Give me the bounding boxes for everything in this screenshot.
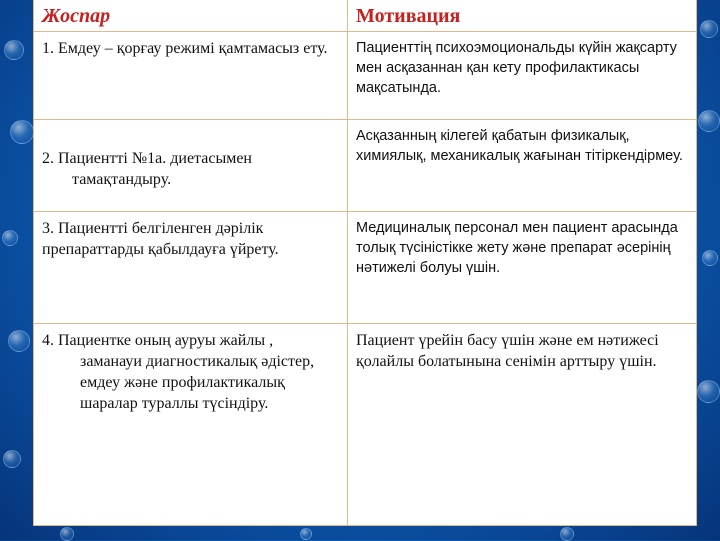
background-bubble <box>698 110 720 132</box>
background-bubble <box>702 250 718 266</box>
header-motivation: Мотивация <box>356 5 461 27</box>
background-bubble <box>4 40 24 60</box>
table-row <box>34 212 696 324</box>
background-bubble <box>3 450 21 468</box>
motivation-cell: Медициналық персонал мен пациент арасында толық түсіністікке жету және препарат әсерінің нәтижелі болуы үшін. <box>356 220 678 276</box>
background-bubble <box>10 120 34 144</box>
motivation-cell: Пациент үрейін басу үшін және ем нәтижесі қолайлы болатынына сенімін арттыру үшін. <box>356 332 659 370</box>
motivation-cell: Пациенттің психоэмоциональды күйін жақсарту мен асқазаннан қан кету профилактикасы мақсатында. <box>356 40 677 96</box>
plan-motivation-table <box>33 0 697 526</box>
plan-cell: 1. Емдеу – қорғау режимі қамтамасыз ету. <box>34 32 348 119</box>
motivation-cell: Асқазанның кілегей қабатын физикалық, химиялық, механикалық жағынан тітіркендірмеу. <box>356 128 683 164</box>
background-bubble <box>2 230 18 246</box>
plan-cell: 2. Пациентті №1а. диетасымен тамақтандыру. <box>34 120 348 211</box>
plan-cell: 3. Пациентті белгіленген дәрілік препараттарды қабылдауға үйрету. <box>34 212 348 323</box>
table-header-row <box>34 0 696 32</box>
background-bubble <box>300 528 312 540</box>
plan-cell: 4. Пациентке оның ауруы жайлы , заманауи диагностикалық әдістер, емдеу және профилактикалық шаралар тураллы түсіндіру. <box>34 324 348 525</box>
table-row <box>34 324 696 525</box>
background-bubble <box>697 380 720 403</box>
background-bubble <box>700 20 718 38</box>
header-plan: Жоспар <box>34 0 348 31</box>
table-row <box>34 120 696 212</box>
background-bubble <box>8 330 30 352</box>
background-bubble <box>560 527 574 541</box>
table-row <box>34 32 696 120</box>
background-bubble <box>60 527 74 541</box>
